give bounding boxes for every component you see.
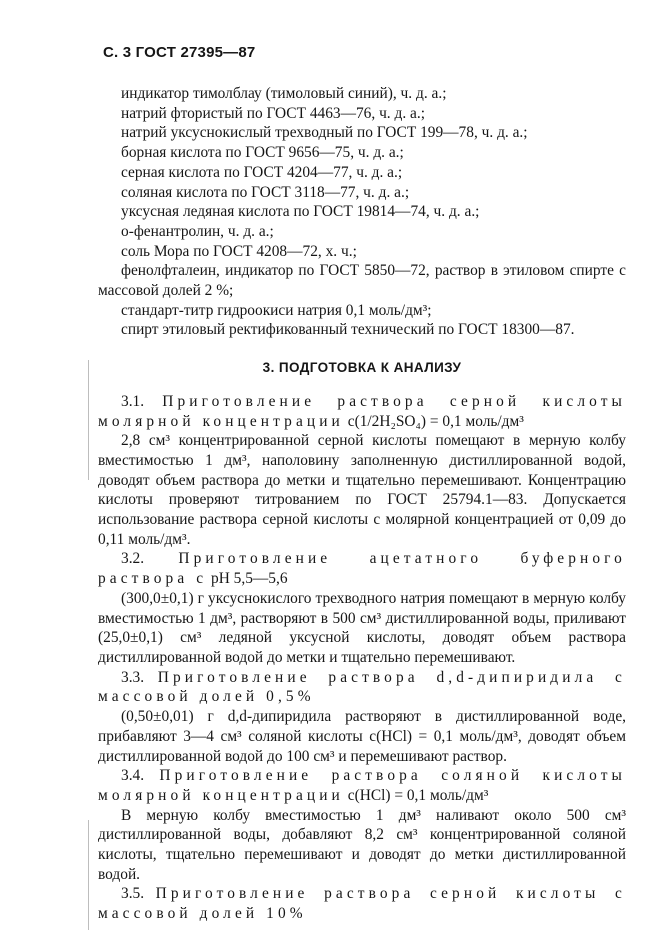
subsection-title: Приготовление раствора соляной кислоты молярной концентрации: [98, 767, 626, 804]
subsection-3-3-heading: [98, 668, 626, 707]
margin-line: [88, 360, 89, 480]
reagent-list: [98, 84, 626, 340]
subsection-3-2-text: (300,0±0,1) г уксуснокислого трехводного натрия помещают в мерную колбу вместимостью 1 дм³, растворяют в 500 см³ дистиллированной воды, приливают (25,0±0,1) см³ ледяной уксусной кислоты, доводят объем раствора дистиллированной водой до метки и тщательно перемешивают.: [98, 589, 626, 666]
ph-value: pH 5,5—5,6: [211, 570, 288, 588]
reagent-item: соляная кислота по ГОСТ 3118—77, ч. д. а.;: [121, 183, 410, 201]
reagent-item: [98, 261, 626, 300]
subsection-3-1-text: 2,8 см³ концентрированной серной кислоты помещают в мерную колбу вместимостью 1 дм³, наполовину заполненную дистиллированной водой, доводят объем раствора до метки и тщательно перемешивают. Концентрацию кислоты проверяют титрованием по ГОСТ 25794.1—83. Допускается использование раствора серной кислоты с молярной концентрацией от 0,09 до 0,11 моль/дм³.: [98, 432, 626, 548]
subsection-3-4-text: В мерную колбу вместимостью 1 дм³ наливают около 500 см³ дистиллированной воды, добавляют 8,2 см³ концентрированной соляной кислоты, тщательно перемешивают и доводят до метки дистиллированной водой.: [98, 806, 626, 883]
reagent-item: борная кислота по ГОСТ 9656—75, ч. д. а.;: [121, 144, 404, 162]
reagent-item-text: спирт этиловый ректификованный технический по ГОСТ 18300—87.: [121, 321, 575, 339]
subsection-3-4-heading: [98, 766, 626, 805]
subsection-3-3-text: (0,50±0,01) г d,d-дипиридила растворяют в дистиллированной воде, прибавляют 3—4 см³ соляной кислоты c(HCl) = 0,1 моль/дм³, доводят объем дистиллированной водой до 100 см³ и перемешивают раствор.: [98, 708, 626, 765]
subsection-3-2-heading: [98, 549, 626, 588]
subsection-title: Приготовление раствора d,d-дипиридила с массовой долей 0,5%: [98, 668, 626, 706]
subsection-title: Приготовление раствора серной кислоты молярной концентрации: [98, 392, 626, 430]
reagent-item: о-фенантролин, ч. д. а.;: [121, 222, 274, 240]
subsection-number: 3.4.: [121, 767, 145, 785]
subsection-number: 3.2.: [121, 550, 145, 568]
subsection-title: Приготовление раствора серной кислоты с массовой долей 10%: [98, 885, 626, 923]
reagent-item: уксусная ледяная кислота по ГОСТ 19814—74, ч. д. а.;: [121, 203, 480, 221]
reagent-item: натрий уксуснокислый трехводный по ГОСТ 199—78, ч. д. а.;: [121, 124, 528, 142]
reagent-item-text: фенолфталеин, индикатор по ГОСТ 5850—72, раствор в этиловом спирте с массовой долей 2 %;: [98, 262, 626, 300]
margin-line: [88, 820, 89, 930]
subsection-number: 3.3.: [121, 668, 145, 686]
subsection-3-5-heading: [98, 884, 626, 923]
reagent-item: серная кислота по ГОСТ 4204—77, ч. д. а.;: [121, 163, 403, 181]
reagent-item: [98, 320, 626, 340]
section-title: 3. ПОДГОТОВКА К АНАЛИЗУ: [262, 360, 462, 376]
formula: c(1/2H₂SO₄) = 0,1 моль/дм³: [347, 412, 524, 430]
subsection-number: 3.5.: [121, 885, 145, 903]
reagent-item: индикатор тимолблау (тимоловый синий), ч. д. а.;: [121, 85, 447, 102]
formula: c(HCl) = 0,1 моль/дм³: [347, 786, 489, 804]
page-header: С. 3 ГОСТ 27395—87: [103, 44, 256, 61]
subsection-title: Приготовление ацетатного буферного раствора с: [98, 550, 626, 588]
reagent-item: натрий фтористый по ГОСТ 4463—76, ч. д. а.;: [121, 104, 425, 122]
reagent-item: стандарт-титр гидроокиси натрия 0,1 моль/дм³;: [121, 301, 432, 319]
subsection-number: 3.1.: [121, 392, 145, 410]
document-body: [98, 84, 626, 924]
subsection-3-1-heading: [98, 392, 626, 431]
reagent-item: соль Мора по ГОСТ 4208—72, х. ч.;: [121, 242, 357, 260]
